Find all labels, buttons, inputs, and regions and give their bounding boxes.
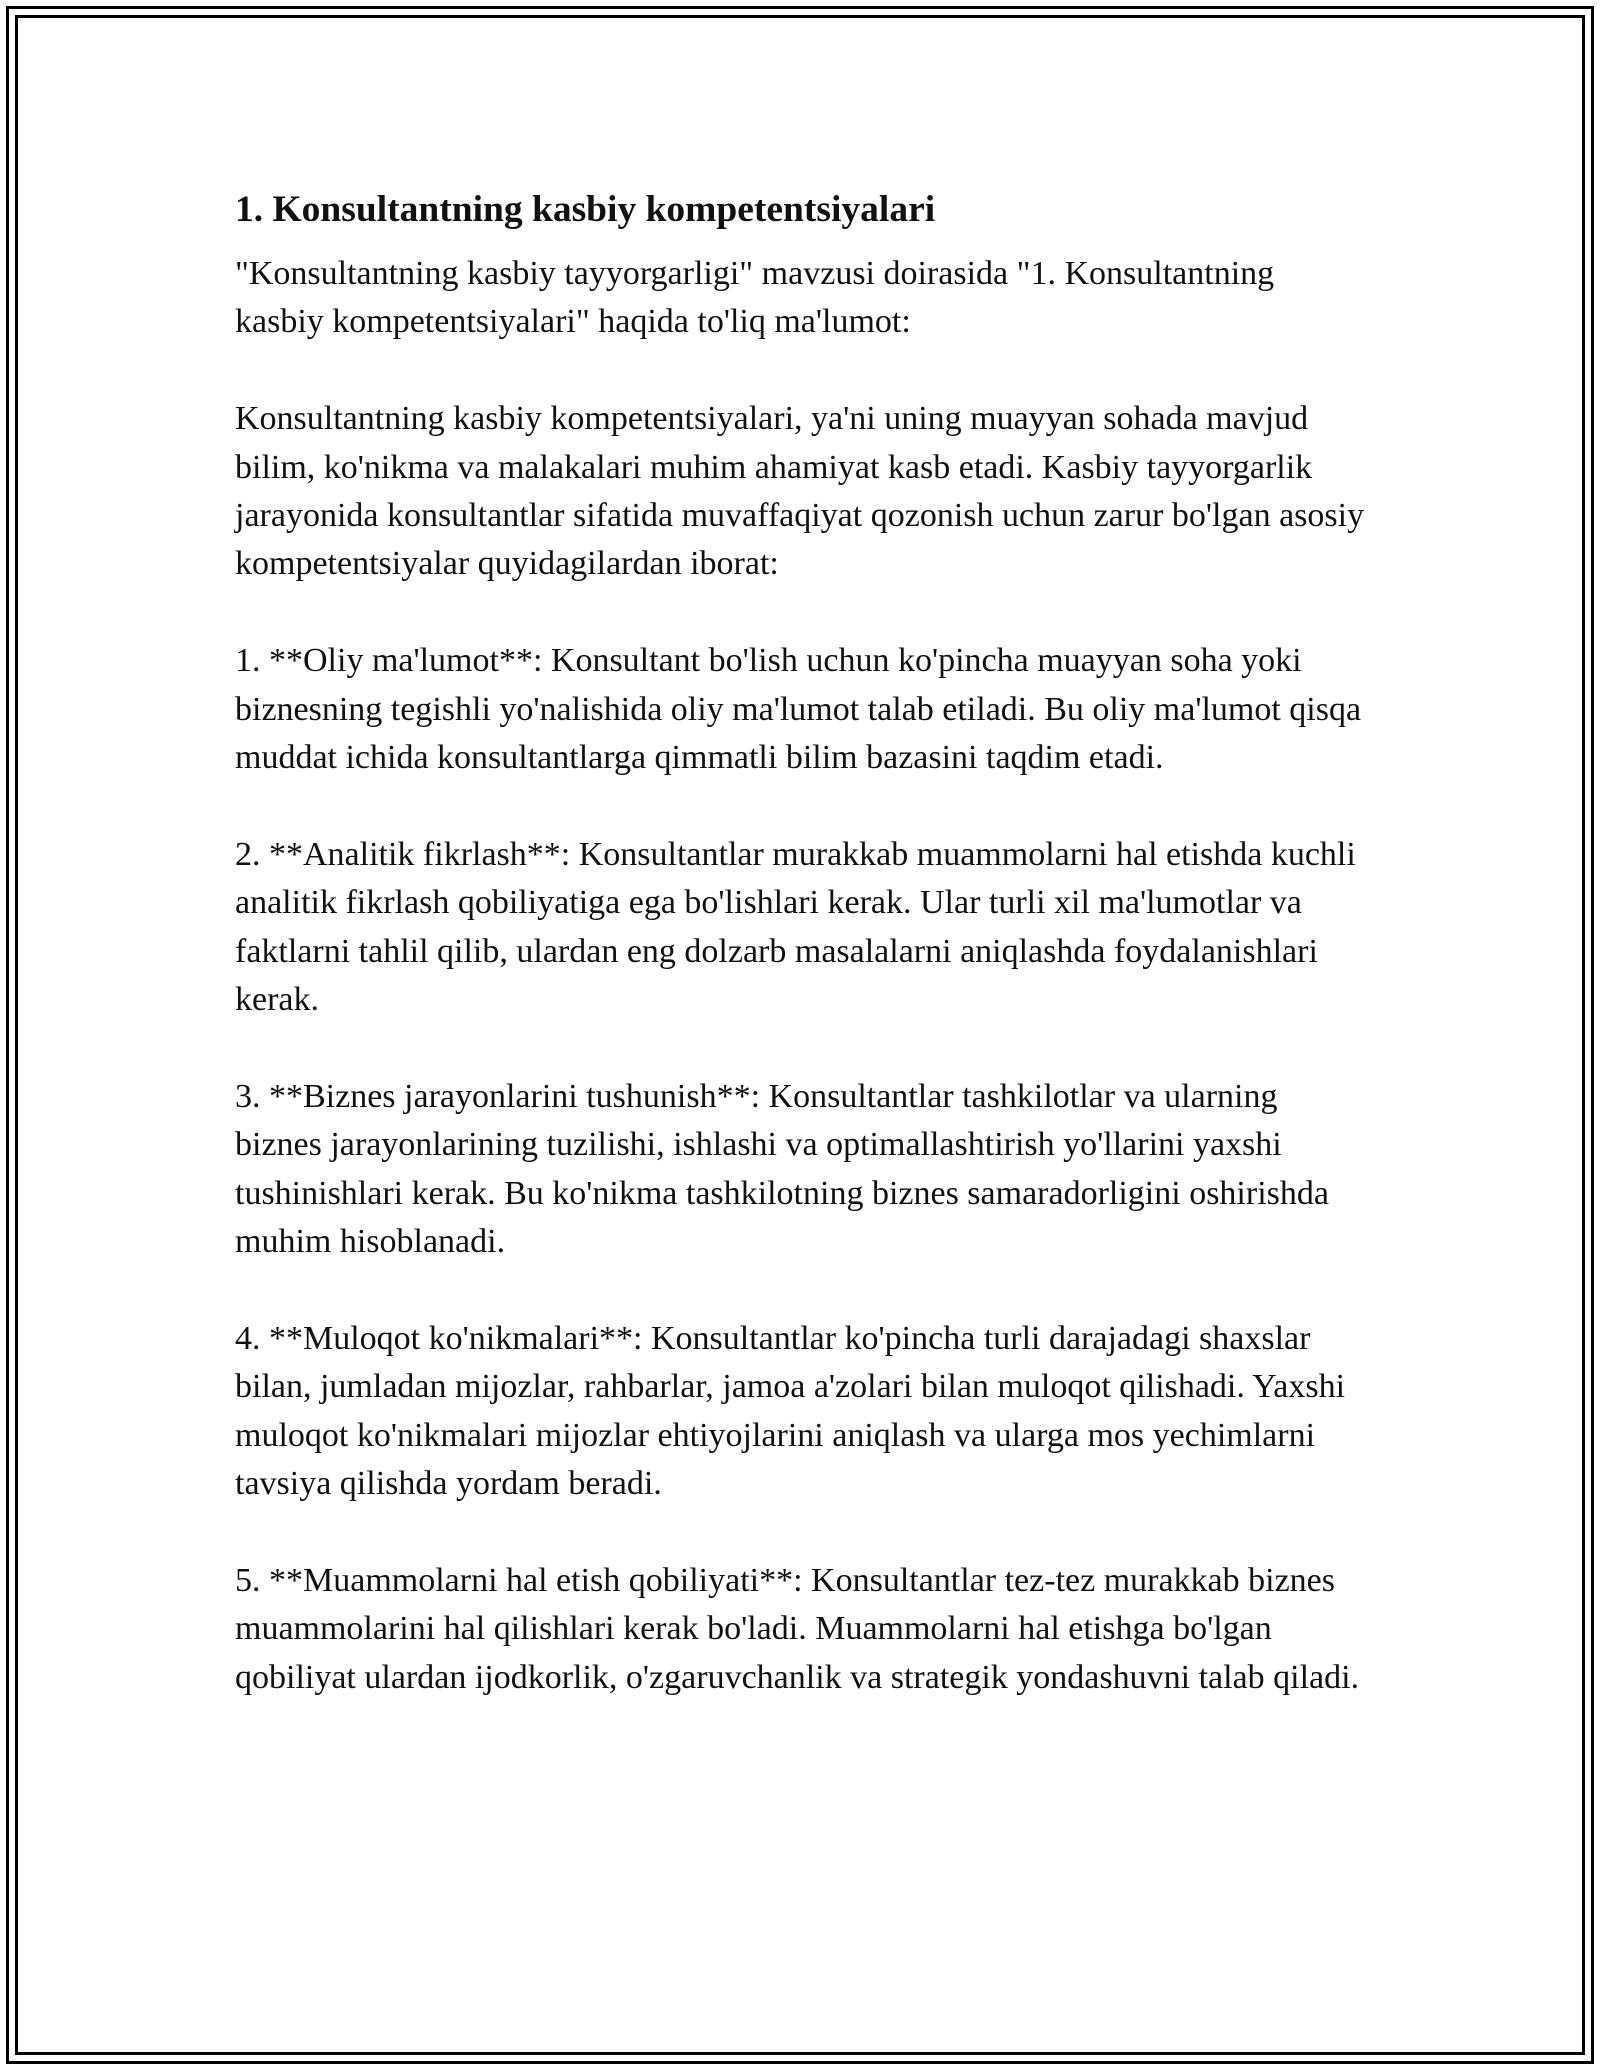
document-title: 1. Konsultantning kasbiy kompetentsiyalari <box>235 189 936 230</box>
list-item-business-processes: 3. **Biznes jarayonlarini tushunish**: Konsultantlar tashkilotlar va ularning biznes jarayonlarining tuzilishi, ishlashi va optimallashtirish yo'llarini yaxshi tushinishlari kerak. Bu ko'nikma tashkilotning biznes samaradorligini oshirishda muhim hisoblanadi. <box>235 1077 1329 1261</box>
list-item-communication-skills: 4. **Muloqot ko'nikmalari**: Konsultantlar ko'pincha turli darajadagi shaxslar bilan, jumladan mijozlar, rahbarlar, jamoa a'zolari bilan muloqot qilishadi. Yaxshi muloqot ko'nikmalari mijozlar ehtiyojlarini aniqlash va ularga mos yechimlarni tavsiya qilishda yordam beradi. <box>235 1319 1346 1503</box>
list-item-problem-solving: 5. **Muammolarni hal etish qobiliyati**: Konsultantlar tez-tez murakkab biznes muammolarini hal qilishlari kerak bo'ladi. Muammolarni hal etishga bo'lgan qobiliyat ulardan ijodkorlik, o'zgaruvchanlik va strategik yondashuvni talab qiladi. <box>235 1561 1360 1696</box>
document-body <box>235 186 1370 1702</box>
overview-paragraph: Konsultantning kasbiy kompetentsiyalari, ya'ni uning muayyan sohada mavjud bilim, ko'nikma va malakalari muhim ahamiyat kasb etadi. Kasbiy tayyorgarlik jarayonida konsultantlar sifatida muvaffaqiyat qozonish uchun zarur bo'lgan asosiy kompetentsiyalar quyidagilardan iborat: <box>235 400 1365 583</box>
intro-paragraph: "Konsultantning kasbiy tayyorgarligi" mavzusi doirasida "1. Konsultantning kasbiy kompetentsiyalari" haqida to'liq ma'lumot: <box>235 255 1275 341</box>
list-item-higher-education: 1. **Oliy ma'lumot**: Konsultant bo'lish uchun ko'pincha muayyan soha yoki biznesning tegishli yo'nalishida oliy ma'lumot talab etiladi. Bu oliy ma'lumot qisqa muddat ichida konsultantlarga qimmatli bilim bazasini taqdim etadi. <box>235 642 1362 777</box>
list-item-analytical-thinking: 2. **Analitik fikrlash**: Konsultantlar murakkab muammolarni hal etishda kuchli analitik fikrlash qobiliyatiga ega bo'lishlari kerak. Ular turli xil ma'lumotlar va faktlarni tahlil qilib, ulardan eng dolzarb masalalarni aniqlashda foydalanishlari kerak. <box>235 835 1356 1019</box>
